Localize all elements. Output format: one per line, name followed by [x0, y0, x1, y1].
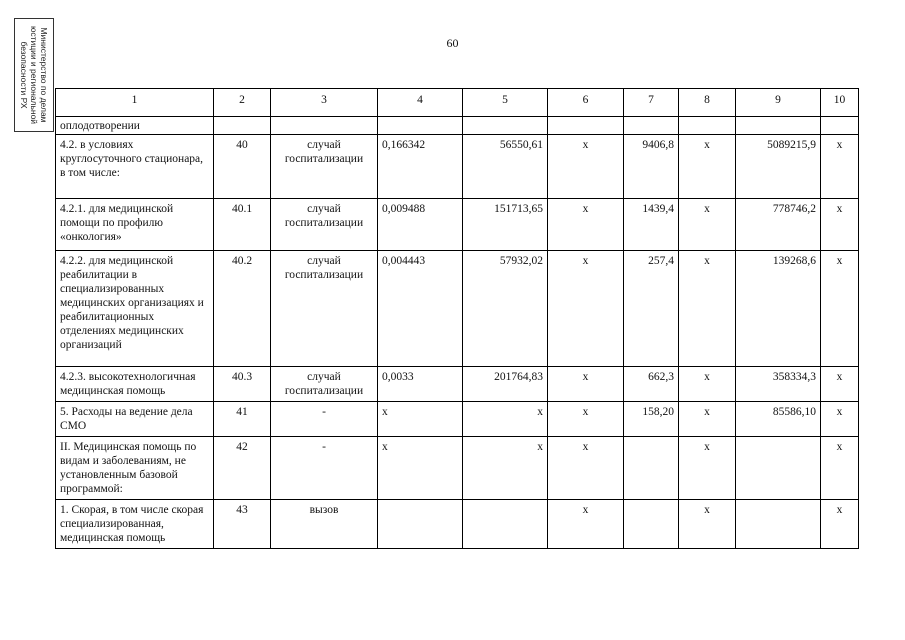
table-cell-col-7: 257,4	[624, 251, 679, 367]
table-cell-col-9: 778746,2	[736, 199, 821, 251]
table-cell-col-6: х	[548, 367, 624, 402]
table-cell-col-10: х	[821, 437, 859, 500]
table-cell-col-5: х	[463, 437, 548, 500]
table-row	[56, 117, 859, 135]
table-cell-col-10	[821, 117, 859, 135]
table-cell-col-7: 9406,8	[624, 135, 679, 199]
table-cell-col-3: -	[271, 437, 378, 500]
table-row	[56, 367, 859, 402]
table-cell-col-7: 158,20	[624, 402, 679, 437]
column-header-10: 10	[821, 89, 859, 117]
table-cell-col-6	[548, 117, 624, 135]
table-cell-col-8: х	[679, 135, 736, 199]
table-cell-col-5: 151713,65	[463, 199, 548, 251]
header-row	[56, 89, 859, 117]
table-cell-col-4	[378, 117, 463, 135]
table-cell-col-1: 4.2.3. высокотехнологичная медицинская помощь	[56, 367, 214, 402]
table-cell-col-3: вызов	[271, 500, 378, 549]
table-cell-col-2: 40	[214, 135, 271, 199]
table-cell-col-9: 5089215,9	[736, 135, 821, 199]
table-cell-col-1: 4.2.2. для медицинской реабилитации в специализированных медицинских организациях и реабилитационных отделениях медицинских организаций	[56, 251, 214, 367]
table-cell-col-10: х	[821, 500, 859, 549]
table-cell-col-4	[378, 500, 463, 549]
table-cell-col-6: х	[548, 251, 624, 367]
table-cell-col-4: х	[378, 402, 463, 437]
table-cell-col-4: 0,166342	[378, 135, 463, 199]
stamp-line: юстиции и региональной	[29, 25, 39, 125]
table-cell-col-6: х	[548, 135, 624, 199]
table-cell-col-7: 1439,4	[624, 199, 679, 251]
table-cell-col-9	[736, 437, 821, 500]
table-cell-col-8: х	[679, 251, 736, 367]
table-cell-col-8	[679, 117, 736, 135]
table-cell-col-5	[463, 117, 548, 135]
table-cell-col-3: случай госпитализации	[271, 367, 378, 402]
table-cell-col-8: х	[679, 500, 736, 549]
table-body	[56, 117, 859, 549]
table-cell-col-6: х	[548, 500, 624, 549]
table-cell-col-3: случай госпитализации	[271, 135, 378, 199]
stamp-line: Министерство по делам	[39, 27, 49, 123]
table-cell-col-4: 0,004443	[378, 251, 463, 367]
table-cell-col-4: 0,0033	[378, 367, 463, 402]
table-cell-col-1: оплодотворении	[56, 117, 214, 135]
column-header-3: 3	[271, 89, 378, 117]
column-header-7: 7	[624, 89, 679, 117]
table-row	[56, 199, 859, 251]
column-header-1: 1	[56, 89, 214, 117]
table-cell-col-9: 85586,10	[736, 402, 821, 437]
column-header-4: 4	[378, 89, 463, 117]
table-cell-col-1: 4.2.1. для медицинской помощи по профилю «онкология»	[56, 199, 214, 251]
table-cell-col-9	[736, 500, 821, 549]
table-row	[56, 437, 859, 500]
table-cell-col-3: случай госпитализации	[271, 251, 378, 367]
table-cell-col-3: случай госпитализации	[271, 199, 378, 251]
column-header-9: 9	[736, 89, 821, 117]
table-cell-col-5: 56550,61	[463, 135, 548, 199]
table-cell-col-10: х	[821, 135, 859, 199]
table-row	[56, 500, 859, 549]
stamp-line: безопасности РХ	[19, 41, 29, 109]
table-cell-col-7	[624, 500, 679, 549]
table-cell-col-9: 139268,6	[736, 251, 821, 367]
table-cell-col-3	[271, 117, 378, 135]
table-cell-col-8: х	[679, 437, 736, 500]
table-cell-col-8: х	[679, 367, 736, 402]
table-cell-col-2: 40.3	[214, 367, 271, 402]
table-cell-col-5: 201764,83	[463, 367, 548, 402]
table-cell-col-9: 358334,3	[736, 367, 821, 402]
table-cell-col-1: II. Медицинская помощь по видам и заболеваниям, не установленным базовой программой:	[56, 437, 214, 500]
table-cell-col-2: 41	[214, 402, 271, 437]
tariff-table	[55, 88, 859, 549]
table-cell-col-1: 5. Расходы на ведение дела СМО	[56, 402, 214, 437]
table-row	[56, 251, 859, 367]
page-number: 60	[446, 36, 459, 50]
table-cell-col-9	[736, 117, 821, 135]
table-cell-col-5	[463, 500, 548, 549]
table-cell-col-7	[624, 437, 679, 500]
table-row	[56, 135, 859, 199]
column-header-2: 2	[214, 89, 271, 117]
table-cell-col-2: 40.1	[214, 199, 271, 251]
table-cell-col-2: 40.2	[214, 251, 271, 367]
table-cell-col-6: х	[548, 402, 624, 437]
table-cell-col-1: 4.2. в условиях круглосуточного стационара, в том числе:	[56, 135, 214, 199]
table-cell-col-8: х	[679, 199, 736, 251]
table-cell-col-7: 662,3	[624, 367, 679, 402]
table-cell-col-4: х	[378, 437, 463, 500]
table-cell-col-5: х	[463, 402, 548, 437]
table-cell-col-2: 42	[214, 437, 271, 500]
table-cell-col-2	[214, 117, 271, 135]
table-cell-col-2: 43	[214, 500, 271, 549]
table-cell-col-6: х	[548, 199, 624, 251]
column-header-8: 8	[679, 89, 736, 117]
table-cell-col-10: х	[821, 251, 859, 367]
table-cell-col-10: х	[821, 367, 859, 402]
table-cell-col-10: х	[821, 199, 859, 251]
table-cell-col-10: х	[821, 402, 859, 437]
table-cell-col-4: 0,009488	[378, 199, 463, 251]
table-cell-col-7	[624, 117, 679, 135]
table-cell-col-6: х	[548, 437, 624, 500]
table-cell-col-1: 1. Скорая, в том числе скорая специализированная, медицинская помощь	[56, 500, 214, 549]
table-cell-col-3: -	[271, 402, 378, 437]
column-header-5: 5	[463, 89, 548, 117]
table-cell-col-8: х	[679, 402, 736, 437]
column-header-6: 6	[548, 89, 624, 117]
table-cell-col-5: 57932,02	[463, 251, 548, 367]
table-row	[56, 402, 859, 437]
